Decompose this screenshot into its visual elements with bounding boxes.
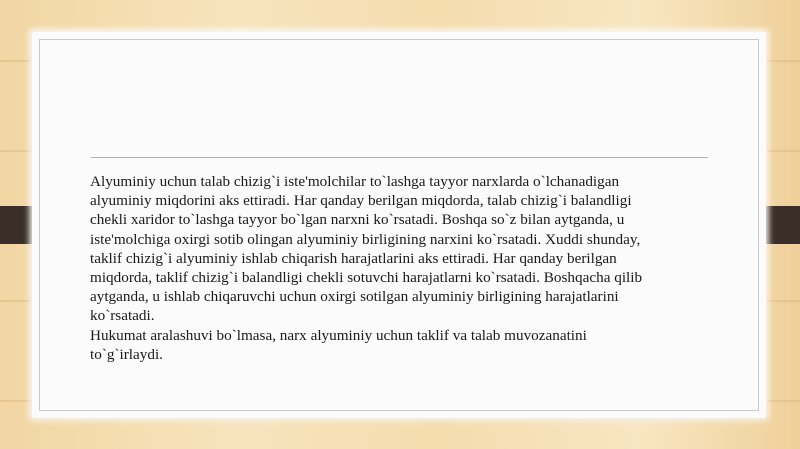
slide-body-text — [90, 172, 714, 364]
paragraph-2: Hukumat aralashuvi bo`lmasa, narx alyuminiy uchun taklif va talab muvozanatini to`g`irlaydi. — [90, 326, 587, 363]
paragraph-1: Alyuminiy uchun talab chizig`i iste'molchilar to`lashga tayyor narxlarda o`lchanadigan alyuminiy miqdorini aks ettiradi. Har qanday berilgan miqdorda, talab chizig`i balandligi chekli xaridor to`lashga tayyor bo`lgan narxni ko`rsatadi. Boshqa so`z bilan aytganda, u iste'molchiga oxirgi sotib olingan alyuminiy birligining narxini ko`rsatadi. Xuddi shunday, taklif chizig`i alyuminiy ishlab chiqarish harajatlarini aks ettiradi. Har qanday berilgan miqdorda, taklif chizig`i balandligi chekli sotuvchi harajatlarni ko`rsatadi. Boshqacha qilib aytganda, u ishlab chiqaruvchi uchun oxirgi sotilgan alyuminiy birligining harajatlarini ko`rsatadi. — [90, 173, 643, 325]
slide-card — [32, 32, 766, 418]
title-divider — [91, 157, 708, 158]
